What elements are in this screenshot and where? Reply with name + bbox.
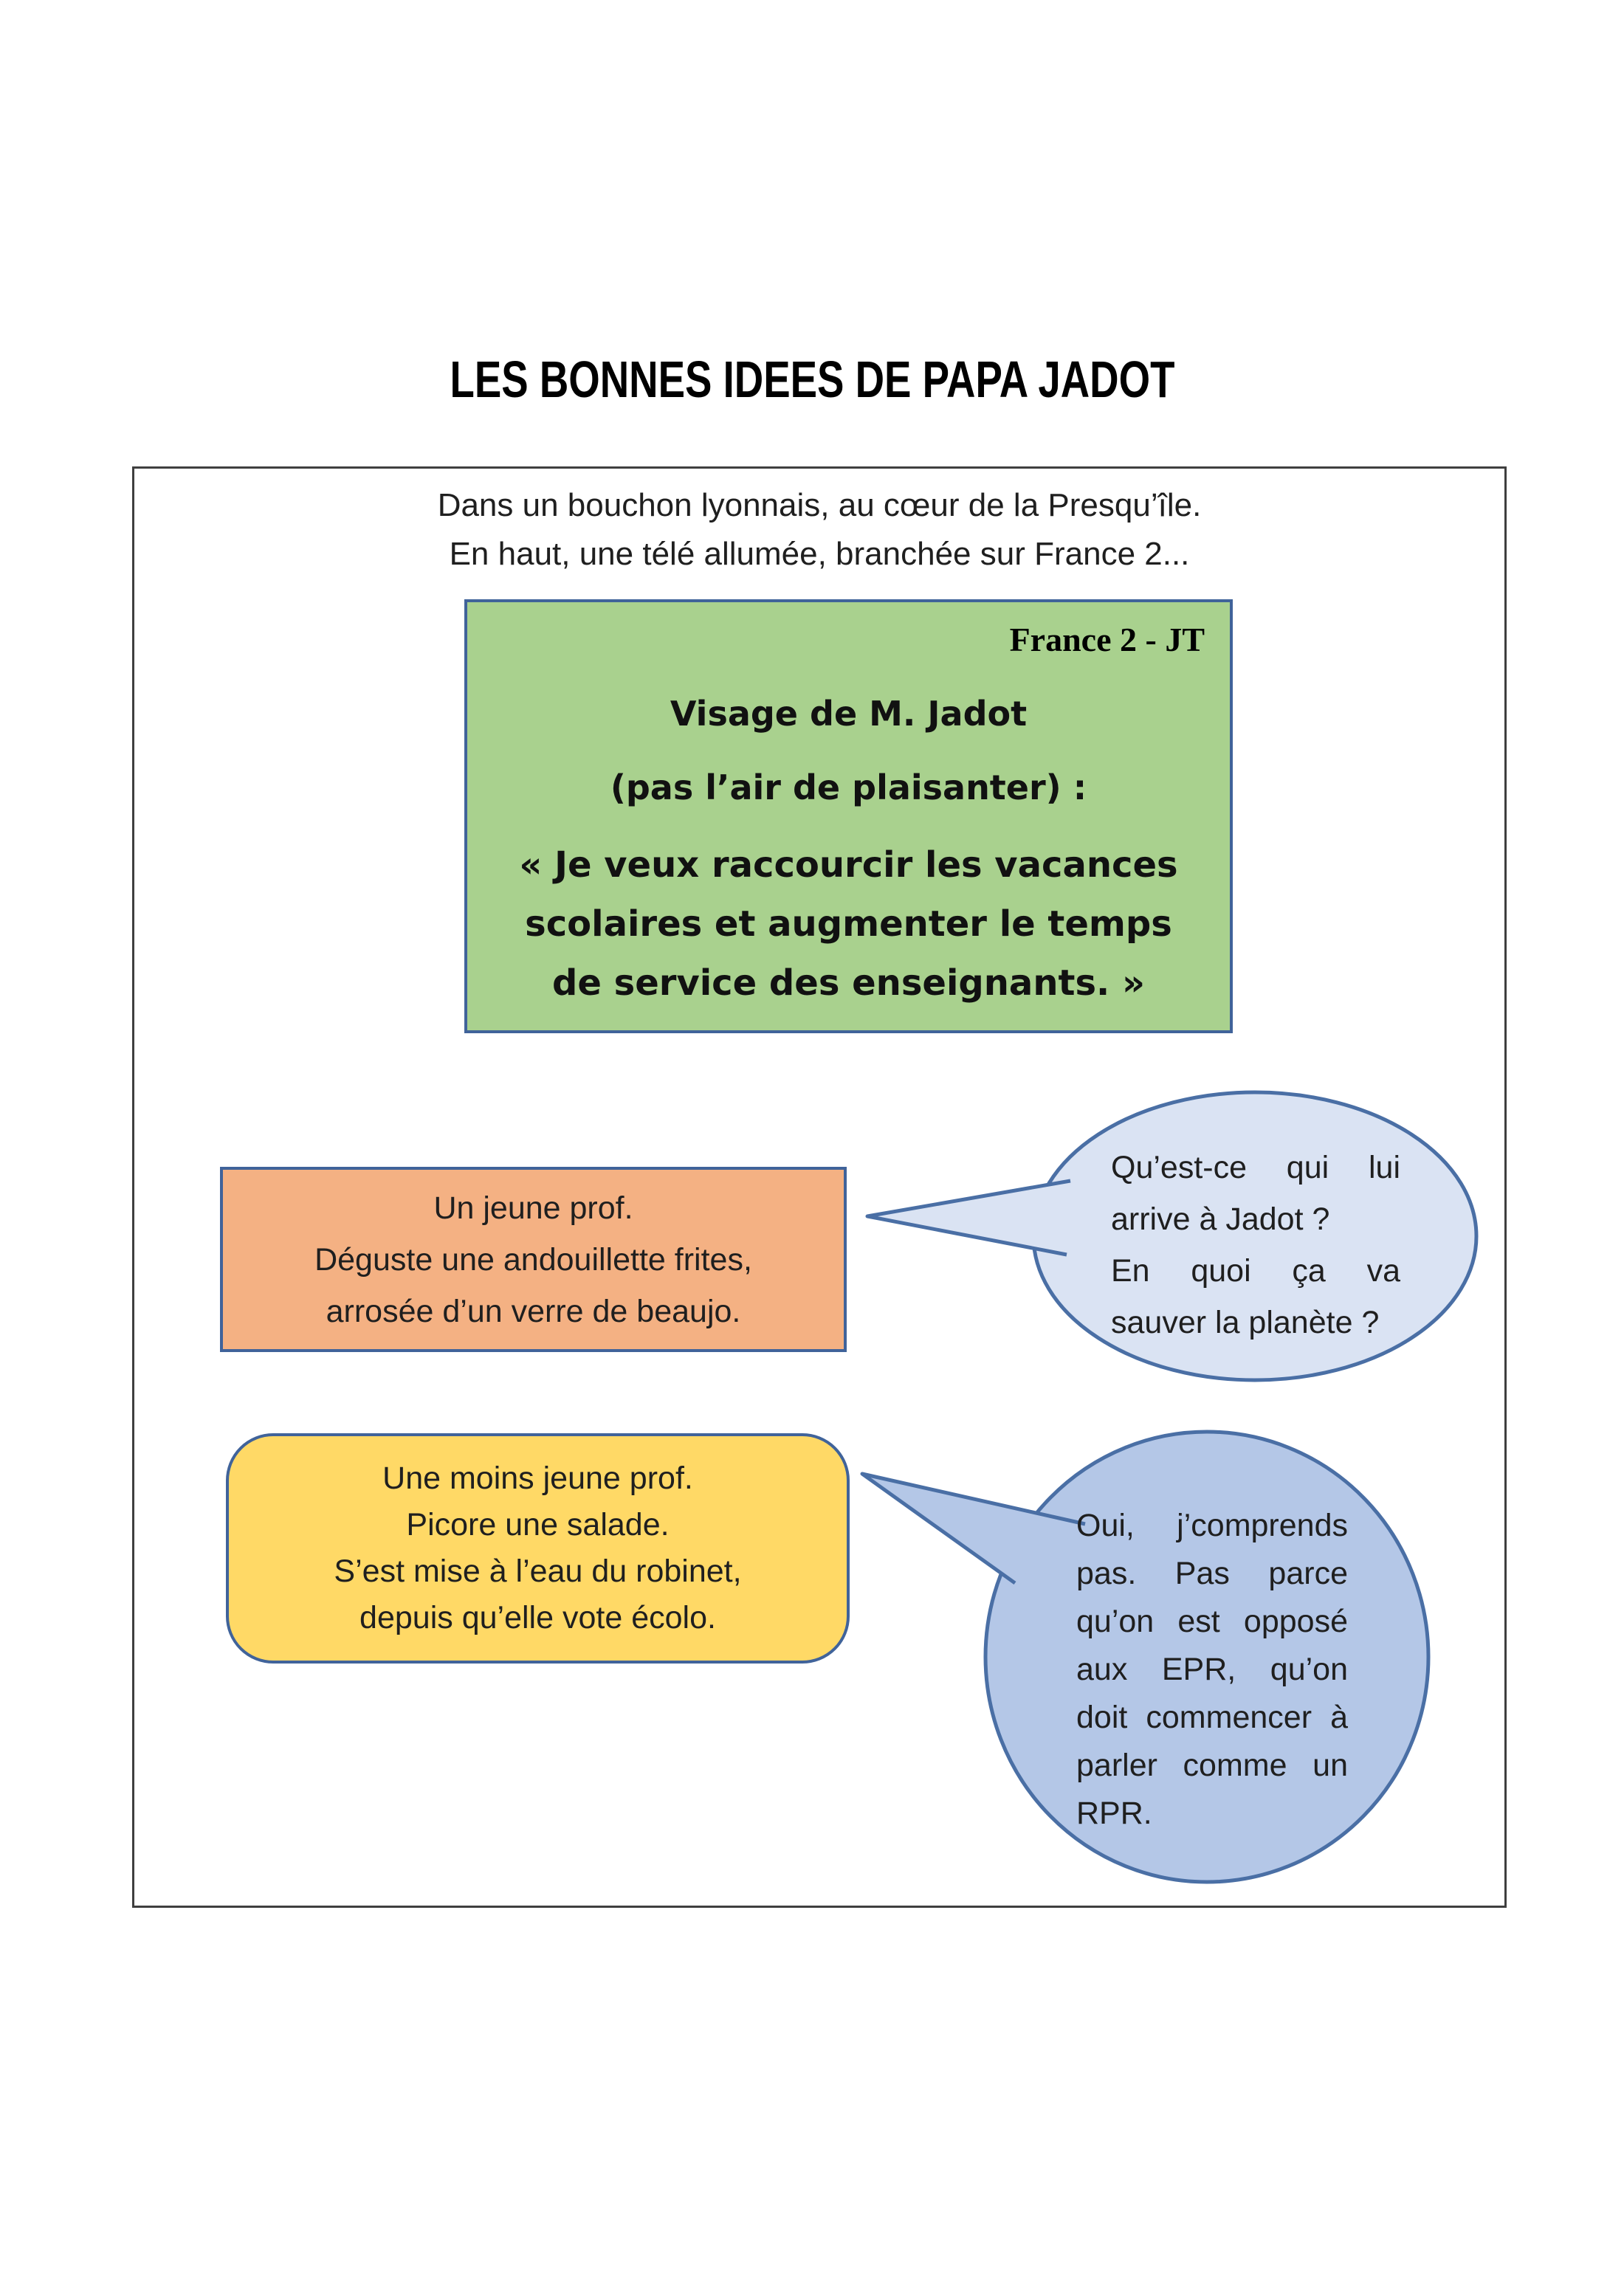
scene-intro [177, 481, 1462, 579]
bubble-line: parler comme un [1076, 1748, 1348, 1783]
bubble-line: qu’on est opposé [1076, 1604, 1348, 1639]
text-line: de service des enseignants. » [552, 962, 1145, 1004]
text-line: Déguste une andouillette frites, [314, 1241, 752, 1278]
bubble-line: sauver la planète ? [1111, 1305, 1380, 1340]
bubble-line: doit commencer à [1076, 1700, 1348, 1735]
bubble-line: Oui, j’comprends [1076, 1508, 1348, 1543]
bubble-line: Qu’est-ce qui lui [1111, 1150, 1400, 1185]
tv-channel-label: France 2 - JT [1009, 621, 1205, 658]
bubble-line: RPR. [1076, 1796, 1152, 1831]
bubble-line: arrive à Jadot ? [1111, 1202, 1330, 1237]
character1-card [220, 1167, 847, 1352]
text-line: Picore une salade. [406, 1507, 670, 1542]
text-line: depuis qu’elle vote écolo. [359, 1600, 716, 1635]
bubble-line: pas. Pas parce [1076, 1556, 1348, 1591]
speech-bubble-1-tail [867, 1181, 1070, 1255]
speech-bubble-1-text [1111, 1142, 1400, 1348]
page-title [0, 350, 1624, 409]
text-line: En haut, une télé allumée, branchée sur France 2... [449, 536, 1190, 572]
speech-bubble-2-text [1076, 1502, 1348, 1838]
bubble-line: En quoi ça va [1111, 1253, 1400, 1289]
text-line: scolaires et augmenter le temps [525, 903, 1172, 945]
bubble-paragraph [1111, 1142, 1400, 1245]
text-line: Une moins jeune prof. [382, 1461, 693, 1496]
bubble-paragraph [1111, 1245, 1400, 1348]
tv-panel [464, 599, 1233, 1033]
tv-direction-line-1: Visage de M. Jadot [670, 694, 1028, 734]
text-line: arrosée d’un verre de beaujo. [326, 1293, 741, 1329]
bubble-paragraph [1076, 1502, 1348, 1838]
text-line: Dans un bouchon lyonnais, au cœur de la Presqu’île. [437, 487, 1202, 523]
page-title-text: LES BONNES IDEES DE PAPA JADOT [450, 351, 1174, 408]
text-line: S’est mise à l’eau du robinet, [334, 1554, 742, 1589]
character2-card [226, 1433, 850, 1664]
tv-direction-line-2: (pas l’air de plaisanter) : [610, 768, 1087, 807]
tv-quote [467, 835, 1230, 1013]
text-line: Un jeune prof. [433, 1190, 633, 1226]
bubble-line: aux EPR, qu’on [1076, 1652, 1348, 1687]
text-line: « Je veux raccourcir les vacances [519, 844, 1178, 886]
